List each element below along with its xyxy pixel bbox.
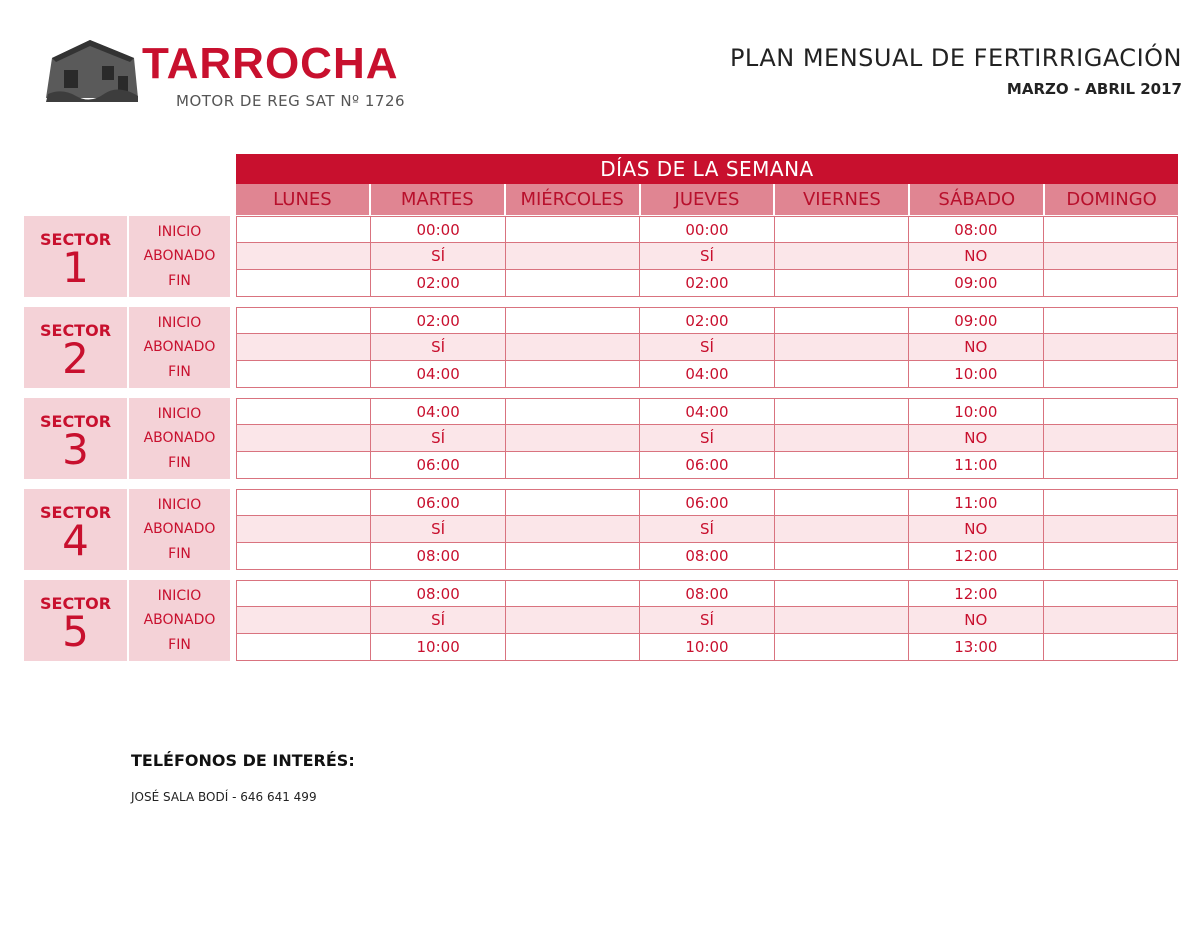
schedule-cell: [775, 334, 909, 359]
schedule-cell: [506, 607, 640, 632]
schedule-cell: [237, 607, 371, 632]
sector-block: [24, 489, 1178, 570]
schedule-cell: [775, 581, 909, 606]
schedule-cell: 06:00: [640, 490, 774, 515]
schedule-cell: [1044, 243, 1177, 268]
schedule-cell: [775, 243, 909, 268]
schedule-cell: 10:00: [640, 634, 774, 660]
schedule-cell: SÍ: [371, 334, 505, 359]
schedule-cell: [1044, 634, 1177, 660]
brand-subtitle: MOTOR DE REG SAT Nº 1726: [176, 92, 406, 110]
schedule-cell: [237, 425, 371, 450]
farmhouse-icon: [42, 36, 142, 112]
schedule-cell: 02:00: [640, 270, 774, 296]
page-title: PLAN MENSUAL DE FERTIRRIGACIÓN: [729, 44, 1182, 72]
table-row: [237, 607, 1177, 633]
company-logo: [42, 36, 412, 112]
sector-label: [24, 489, 127, 570]
schedule-cell: 11:00: [909, 452, 1043, 478]
schedule-cell: [775, 361, 909, 387]
schedule-cell: 12:00: [909, 543, 1043, 569]
schedule-grid: [236, 489, 1178, 570]
day-header: LUNES: [236, 184, 371, 215]
schedule-cell: NO: [909, 334, 1043, 359]
schedule-cell: [506, 361, 640, 387]
schedule-cell: [506, 452, 640, 478]
row-labels: [129, 489, 230, 570]
schedule-cell: [775, 270, 909, 296]
sector-word: SECTOR: [39, 412, 112, 431]
schedule-cell: [1044, 490, 1177, 515]
row-label: FIN: [168, 454, 191, 471]
schedule-cell: [506, 581, 640, 606]
schedule-grid: [236, 398, 1178, 479]
schedule-cell: 09:00: [909, 270, 1043, 296]
schedule-cell: [237, 452, 371, 478]
day-header: DOMINGO: [1045, 184, 1178, 215]
table-row: [237, 516, 1177, 542]
row-labels: [129, 398, 230, 479]
brand-name: TARROCHA: [142, 39, 399, 88]
schedule-cell: SÍ: [371, 607, 505, 632]
schedule-cell: 04:00: [640, 361, 774, 387]
schedule-cell: 08:00: [640, 581, 774, 606]
table-row: [237, 399, 1177, 425]
schedule-cell: 06:00: [371, 490, 505, 515]
schedule-cell: [1044, 425, 1177, 450]
table-row: [237, 308, 1177, 334]
schedule-cell: SÍ: [640, 607, 774, 632]
schedule-cell: [237, 516, 371, 541]
sector-label: [24, 580, 127, 661]
row-labels: [129, 580, 230, 661]
schedule-cell: [506, 543, 640, 569]
schedule-cell: [775, 543, 909, 569]
schedule-cell: [237, 334, 371, 359]
schedule-cell: SÍ: [371, 516, 505, 541]
sector-label: [24, 216, 127, 297]
schedule-cell: [506, 399, 640, 424]
days-header: DÍAS DE LA SEMANA: [236, 154, 1178, 184]
schedule-cell: [775, 217, 909, 242]
schedule-cell: [237, 243, 371, 268]
sector-label: [24, 398, 127, 479]
schedule-cell: [237, 361, 371, 387]
schedule-cell: [506, 516, 640, 541]
sector-label: [24, 307, 127, 388]
contact-line: JOSÉ SALA BODÍ - 646 641 499: [131, 790, 317, 804]
schedule-grid: [236, 216, 1178, 297]
row-label: INICIO: [157, 588, 202, 605]
schedule-cell: 04:00: [371, 361, 505, 387]
schedule-cell: 09:00: [909, 308, 1043, 333]
row-label: ABONADO: [143, 339, 216, 356]
sector-word: SECTOR: [39, 321, 112, 340]
schedule-cell: 08:00: [640, 543, 774, 569]
schedule-cell: [506, 217, 640, 242]
table-row: [237, 543, 1177, 569]
row-label: FIN: [168, 272, 191, 289]
schedule-cell: [237, 634, 371, 660]
schedule-cell: [775, 607, 909, 632]
table-row: [237, 425, 1177, 451]
schedule-cell: [775, 399, 909, 424]
sector-number: 4: [62, 516, 89, 565]
schedule-cell: 00:00: [640, 217, 774, 242]
schedule-cell: [237, 399, 371, 424]
row-label: ABONADO: [143, 612, 216, 629]
row-label: INICIO: [157, 497, 202, 514]
sector-number: 3: [62, 425, 89, 474]
schedule-cell: [506, 308, 640, 333]
schedule-cell: 10:00: [371, 634, 505, 660]
schedule-cell: 02:00: [371, 270, 505, 296]
schedule-cell: [237, 490, 371, 515]
schedule-cell: [1044, 334, 1177, 359]
sector-number: 5: [62, 607, 89, 656]
schedule-cell: [1044, 308, 1177, 333]
schedule-grid: [236, 580, 1178, 661]
schedule-cell: [775, 308, 909, 333]
schedule-cell: NO: [909, 425, 1043, 450]
contacts-title: TELÉFONOS DE INTERÉS:: [131, 751, 355, 770]
schedule-cell: [506, 334, 640, 359]
schedule-cell: [1044, 607, 1177, 632]
schedule-cell: SÍ: [371, 243, 505, 268]
row-label: ABONADO: [143, 430, 216, 447]
row-labels: [129, 307, 230, 388]
schedule-cell: NO: [909, 243, 1043, 268]
day-header: MIÉRCOLES: [506, 184, 641, 215]
schedule-cell: [506, 243, 640, 268]
schedule-grid: [236, 307, 1178, 388]
sector-number: 2: [62, 334, 89, 383]
page-subtitle: MARZO - ABRIL 2017: [1006, 80, 1182, 98]
schedule-cell: [775, 490, 909, 515]
table-row: [237, 270, 1177, 296]
schedule-cell: 10:00: [909, 399, 1043, 424]
schedule-cell: 00:00: [371, 217, 505, 242]
schedule-cell: [1044, 361, 1177, 387]
schedule-cell: 02:00: [640, 308, 774, 333]
schedule-cell: 13:00: [909, 634, 1043, 660]
sector-word: SECTOR: [39, 230, 112, 249]
schedule-cell: [1044, 543, 1177, 569]
schedule-cell: [1044, 270, 1177, 296]
schedule-cell: [237, 308, 371, 333]
schedule-cell: SÍ: [371, 425, 505, 450]
row-label: INICIO: [157, 406, 202, 423]
sector-word: SECTOR: [39, 594, 112, 613]
table-row: [237, 490, 1177, 516]
sector-block: [24, 580, 1178, 661]
schedule-cell: SÍ: [640, 243, 774, 268]
schedule-cell: [1044, 452, 1177, 478]
schedule-cell: 11:00: [909, 490, 1043, 515]
day-header: SÁBADO: [910, 184, 1045, 215]
table-row: [237, 361, 1177, 387]
schedule-cell: [506, 425, 640, 450]
table-row: [237, 634, 1177, 660]
schedule-cell: [775, 516, 909, 541]
schedule-cell: 08:00: [909, 217, 1043, 242]
day-header-row: [236, 184, 1178, 215]
schedule-cell: 12:00: [909, 581, 1043, 606]
schedule-cell: 06:00: [371, 452, 505, 478]
row-label: ABONADO: [143, 248, 216, 265]
row-labels: [129, 216, 230, 297]
schedule-cell: [506, 634, 640, 660]
schedule-cell: [506, 490, 640, 515]
schedule-cell: [237, 581, 371, 606]
day-header: JUEVES: [641, 184, 776, 215]
row-label: INICIO: [157, 224, 202, 241]
schedule-cell: 08:00: [371, 581, 505, 606]
row-label: FIN: [168, 363, 191, 380]
table-row: [237, 217, 1177, 243]
schedule-cell: SÍ: [640, 334, 774, 359]
schedule-cell: [1044, 581, 1177, 606]
schedule-cell: 06:00: [640, 452, 774, 478]
schedule-cell: 08:00: [371, 543, 505, 569]
schedule-cell: 04:00: [371, 399, 505, 424]
schedule-cell: [1044, 217, 1177, 242]
schedule-cell: SÍ: [640, 516, 774, 541]
table-row: [237, 581, 1177, 607]
row-label: INICIO: [157, 315, 202, 332]
schedule-cell: [1044, 399, 1177, 424]
schedule-cell: NO: [909, 516, 1043, 541]
schedule-cell: [237, 543, 371, 569]
table-row: [237, 452, 1177, 478]
schedule-cell: [775, 425, 909, 450]
row-label: ABONADO: [143, 521, 216, 538]
row-label: FIN: [168, 636, 191, 653]
sector-word: SECTOR: [39, 503, 112, 522]
schedule-cell: [775, 634, 909, 660]
schedule-cell: SÍ: [640, 425, 774, 450]
sector-block: [24, 398, 1178, 479]
sector-block: [24, 307, 1178, 388]
sector-number: 1: [62, 243, 89, 292]
schedule-cell: [506, 270, 640, 296]
sector-block: [24, 216, 1178, 297]
schedule-cell: [237, 270, 371, 296]
schedule-cell: [237, 217, 371, 242]
row-label: FIN: [168, 545, 191, 562]
schedule-cell: 02:00: [371, 308, 505, 333]
day-header: VIERNES: [775, 184, 910, 215]
schedule-cell: NO: [909, 607, 1043, 632]
table-row: [237, 243, 1177, 269]
schedule-cell: 04:00: [640, 399, 774, 424]
schedule-cell: 10:00: [909, 361, 1043, 387]
day-header: MARTES: [371, 184, 506, 215]
schedule-cell: [1044, 516, 1177, 541]
schedule-cell: [775, 452, 909, 478]
table-row: [237, 334, 1177, 360]
